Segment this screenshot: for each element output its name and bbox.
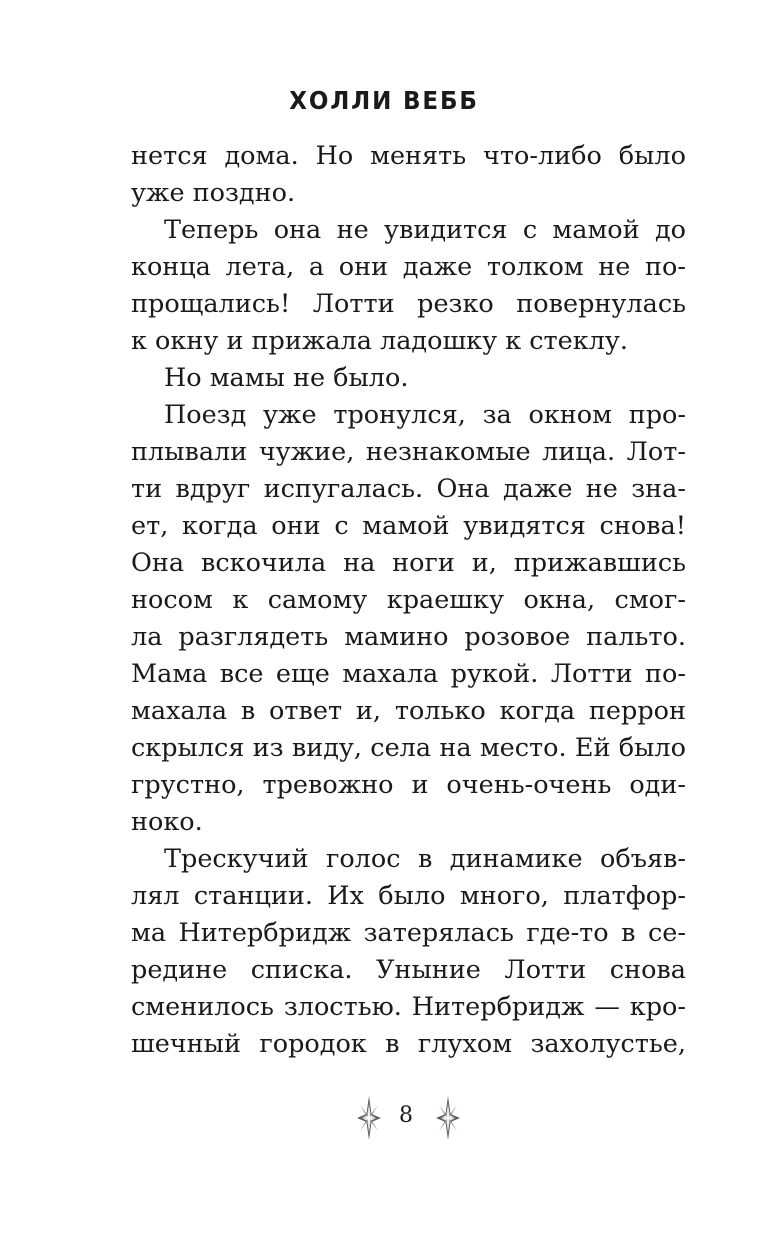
text-line: ма Нитербридж затерялась где-то в се- xyxy=(131,918,686,948)
text-line: шечный городок в глухом захолустье, xyxy=(131,1029,686,1059)
text-line: Трескучий голос в динамике объяв- xyxy=(164,844,686,874)
text-line: Она вскочила на ноги и, прижавшись xyxy=(131,548,686,578)
text-line: к окну и прижала ладошку к стеклу. xyxy=(131,326,629,356)
text-line: Поезд уже тронулся, за окном про- xyxy=(164,400,686,430)
text-line: лял станции. Их было много, платфор- xyxy=(131,881,686,911)
text-line: махала в ответ и, только когда перрон xyxy=(131,696,686,726)
text-line: редине списка. Уныние Лотти снова xyxy=(131,955,686,985)
text-line: ти вдруг испугалась. Она даже не зна- xyxy=(131,474,686,504)
text-line: ет, когда они с мамой увидятся снова! xyxy=(131,511,686,541)
text-line: прощались! Лотти резко повернулась xyxy=(131,289,686,319)
sparkle-star-icon xyxy=(356,1095,382,1141)
text-line: Мама все еще махала рукой. Лотти по- xyxy=(131,659,686,689)
sparkle-star-icon xyxy=(435,1095,461,1141)
text-line: Но мамы не было. xyxy=(164,363,409,393)
text-line: ноко. xyxy=(131,807,203,837)
text-line: грустно, тревожно и очень-очень оди- xyxy=(131,770,686,800)
text-line: сменилось злостью. Нитербридж — кро- xyxy=(131,992,686,1022)
text-line: конца лета, а они даже толком не по- xyxy=(131,252,686,282)
text-line: нется дома. Но менять что-либо было xyxy=(131,141,686,171)
body-text xyxy=(131,138,686,1063)
page-number: 8 xyxy=(399,1103,413,1128)
text-line: Теперь она не увидится с мамой до xyxy=(164,215,686,245)
running-header-title: ХОЛЛИ ВЕББ xyxy=(289,86,479,115)
text-line: плывали чужие, незнакомые лица. Лот- xyxy=(131,437,686,467)
page-footer xyxy=(0,1095,768,1141)
text-line: скрылся из виду, села на место. Ей было xyxy=(131,733,686,763)
text-line: ла разглядеть мамино розовое пальто. xyxy=(131,622,686,652)
text-line: уже поздно. xyxy=(131,178,296,208)
text-line: носом к самому краешку окна, смог- xyxy=(131,585,686,615)
